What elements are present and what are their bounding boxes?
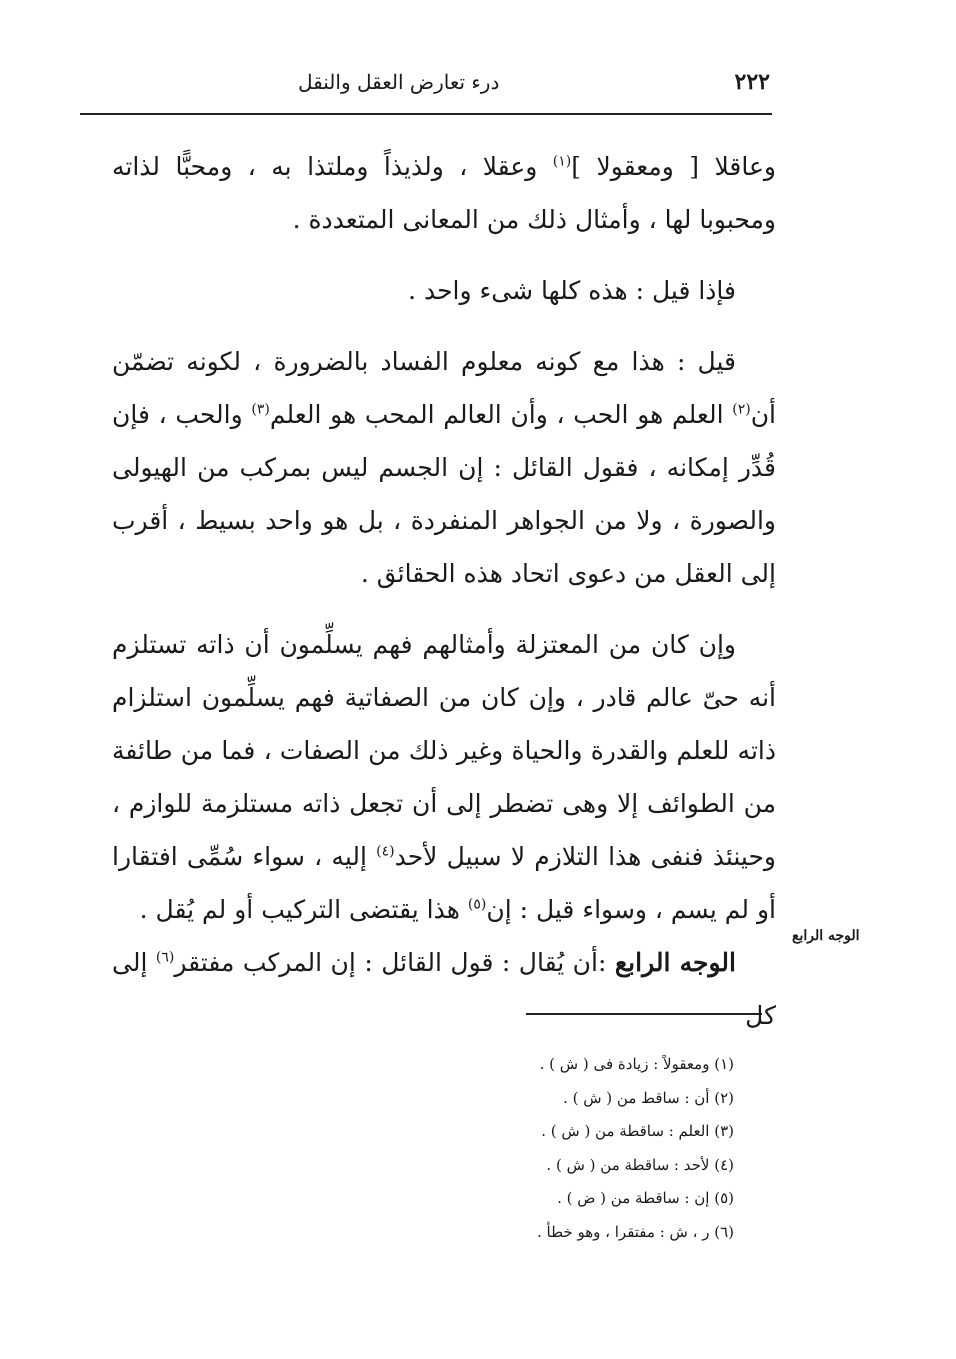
footnote-ref-6: (٦): [155, 949, 175, 966]
paragraph-3: [112, 335, 776, 600]
footnote-5: (٥) إن : ساقطة من ( ض ) .: [557, 1189, 734, 1207]
paragraph-text: إليه ، سواء سُمِّى افتقارا أو لم يسم ، وسواء قيل : إن: [112, 842, 776, 924]
header-rule: [80, 113, 772, 115]
paragraph-text: وعقلا ، ولذيذاً وملتذا به ، ومحبًّا لذاته ومحبوبا لها ، وأمثال ذلك من المعانى المتعددة .: [112, 152, 776, 234]
footnote-1: (١) ومعقولاً : زيادة فى ( ش ) .: [539, 1055, 734, 1073]
footnote-ref-1: (١): [552, 153, 572, 170]
paragraph-text: وإن كان من المعتزلة وأمثالهم فهم يسلِّمون أن ذاته تستلزم أنه حىّ عالم قادر ، وإن كان من الصفاتية فهم يسلِّمون استلزام ذاته للعلم والقدرة والحياة وغير ذلك من الصفات ، فما من طائفة من الطوائف إلا وهى تضطر إلى أن تجعل ذاته مستلزمة للوازم ، وحينئذ فنفى هذا التلازم لا سبيل لأحد: [112, 630, 776, 871]
footnote-ref-4: (٤): [376, 843, 395, 860]
paragraph-text: وعاقلا [ ومعقولا ]: [571, 152, 776, 181]
paragraph-text: العلم هو الحب ، وأن العالم المحب هو العلم: [269, 400, 733, 429]
footnote-ref-2: (٢): [732, 401, 751, 418]
footnote-4: (٤) لأحد : ساقطة من ( ش ) .: [546, 1155, 734, 1174]
paragraph-2: [112, 264, 776, 317]
footnote-2: (٢) أن : ساقط من ( ش ) .: [563, 1088, 734, 1107]
paragraph-4: [112, 618, 776, 936]
body-text: [112, 140, 776, 1042]
footnote-3: (٣) العلم : ساقطة من ( ش ) .: [541, 1122, 734, 1140]
paragraph-text: والحب ، فإن قُدِّر إمكانه ، فقول القائل : إن الجسم ليس بمركب من الهيولى والصورة ، ولا من الجواهر المنفردة ، بل هو واحد بسيط ، أقرب إلى العقل من دعوى اتحاد هذه الحقائق .: [112, 400, 776, 588]
footnotes: [300, 1048, 734, 1249]
section-heading-inline: الوجه الرابع: [614, 948, 736, 977]
paragraph-1: [112, 140, 776, 246]
paragraph-text: إلى كل: [112, 948, 776, 1030]
paragraph-5: [112, 936, 776, 1042]
page-number: ٢٢٢: [734, 69, 770, 95]
paragraph-text: :أن يُقال : قول القائل : إن المركب مفتقر: [174, 948, 615, 977]
running-head: [80, 62, 770, 102]
book-title: درء تعارض العقل والنقل: [298, 70, 500, 94]
paragraph-text: قيل : هذا مع كونه معلوم الفساد بالضرورة ، لكونه تضمّن أن: [112, 347, 776, 429]
margin-note: الوجه الرابع: [792, 928, 860, 944]
footnote-ref-3: (٣): [251, 401, 270, 418]
paragraph-text: هذا يقتضى التركيب أو لم يُقل .: [139, 895, 468, 924]
footnote-ref-5: (٥): [467, 896, 487, 913]
footnote-rule: [526, 1013, 762, 1015]
footnote-6: (٦) ر ، ش : مفتقرا ، وهو خطأ .: [537, 1222, 734, 1241]
paragraph-text: فإذا قيل : هذه كلها شىء واحد .: [408, 276, 736, 305]
